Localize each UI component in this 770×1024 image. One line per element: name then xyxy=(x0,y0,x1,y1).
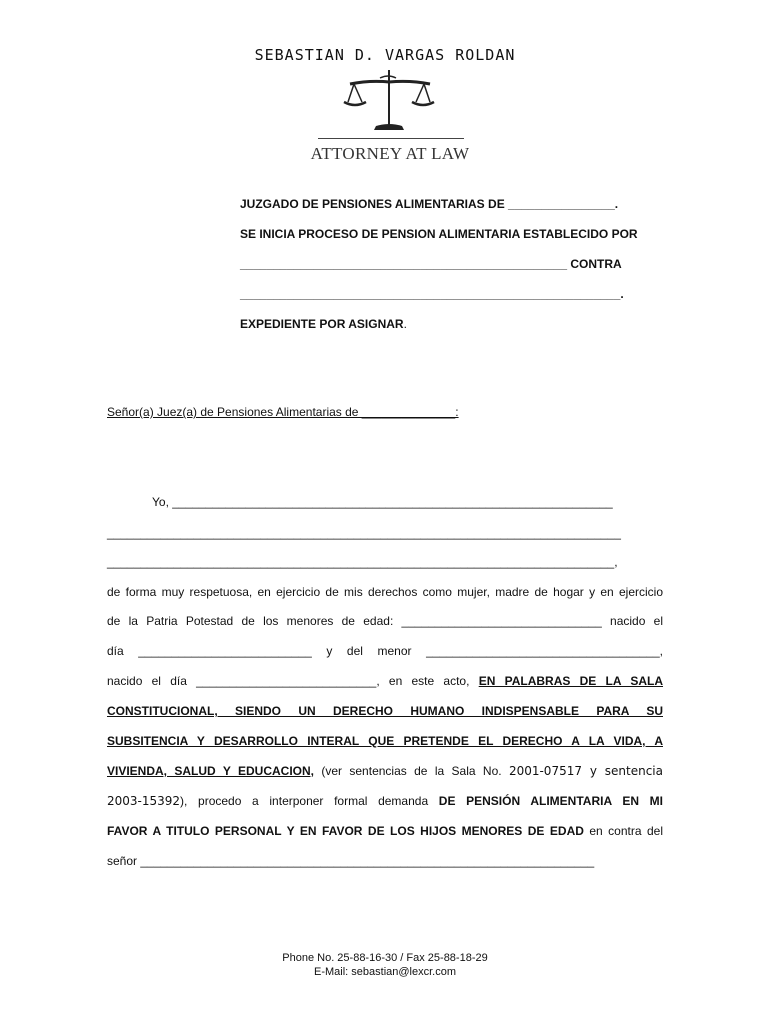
body-line-11-ref: 2003-15392 xyxy=(107,794,181,808)
body-line-3: ____________________________________________________________________________, xyxy=(107,555,618,569)
body-line-10-emphasis: VIVIENDA, SALUD Y EDUCACION, xyxy=(107,764,314,778)
firm-name: SEBASTIAN D. VARGAS ROLDAN xyxy=(254,46,516,64)
body-line-11-text: ), procedo a interponer formal demanda xyxy=(180,794,439,808)
expediente-label: EXPEDIENTE POR ASIGNAR xyxy=(240,317,404,331)
body-line-10 xyxy=(107,764,663,778)
body-line-12 xyxy=(107,824,663,838)
body-line-1: Yo, __________________________________________________________________ xyxy=(152,495,613,509)
body-line-7-text: nacido el día ___________________________, en este acto, xyxy=(107,674,479,688)
body-line-6: día __________________________ y del menor ___________________________________, xyxy=(107,644,663,658)
body-line-11 xyxy=(107,794,663,808)
body-line-12-text: en contra del xyxy=(583,824,663,838)
body-line-8: CONSTITUCIONAL, SIENDO UN DERECHO HUMANO INDISPENSABLE PARA SU xyxy=(107,704,663,718)
heading-process: SE INICIA PROCESO DE PENSION ALIMENTARIA ESTABLECIDO POR xyxy=(240,227,638,241)
body-line-13: señor ____________________________________________________________________ xyxy=(107,854,595,868)
expediente-period: . xyxy=(403,317,407,331)
body-line-4: de forma muy respetuosa, en ejercicio de mis derechos como mujer, madre de hogar y en ejercicio xyxy=(107,585,663,599)
heading-expediente xyxy=(240,317,407,331)
logo-divider xyxy=(318,138,464,139)
footer-email: E-Mail: sebastian@lexcr.com xyxy=(314,966,456,978)
body-line-7-emphasis: EN PALABRAS DE LA SALA xyxy=(478,674,664,688)
footer-phone: Phone No. 25-88-16-30 / Fax 25-88-18-29 xyxy=(282,952,488,964)
heading-defendant-line: _________________________________________________________. xyxy=(240,287,624,301)
body-line-10-text: (ver sentencias de la Sala No. xyxy=(314,764,509,778)
attorney-caption: ATTORNEY AT LAW xyxy=(310,144,470,163)
body-line-5: de la Patria Potestad de los menores de edad: ______________________________ nacido el xyxy=(107,614,663,628)
body-line-9: SUBSITENCIA Y DESARROLLO INTERAL QUE PRETENDE EL DERECHO A LA VIDA, A xyxy=(107,734,663,748)
body-line-10-ref: 2001-07517 y sentencia xyxy=(508,764,663,778)
body-line-12-emphasis: FAVOR A TITULO PERSONAL Y EN FAVOR DE LOS HIJOS MENORES DE EDAD xyxy=(107,824,584,838)
body-line-11-emphasis: DE PENSIÓN ALIMENTARIA EN MI xyxy=(438,794,663,808)
salutation: Señor(a) Juez(a) de Pensiones Alimentarias de ______________: xyxy=(107,405,459,419)
scales-of-justice-icon xyxy=(330,66,450,136)
body-line-2: _____________________________________________________________________________ xyxy=(107,526,621,540)
body-line-7 xyxy=(107,674,663,688)
heading-court: JUZGADO DE PENSIONES ALIMENTARIAS DE ________________. xyxy=(240,197,619,211)
heading-plaintiff-line: _________________________________________________ CONTRA xyxy=(240,257,622,271)
